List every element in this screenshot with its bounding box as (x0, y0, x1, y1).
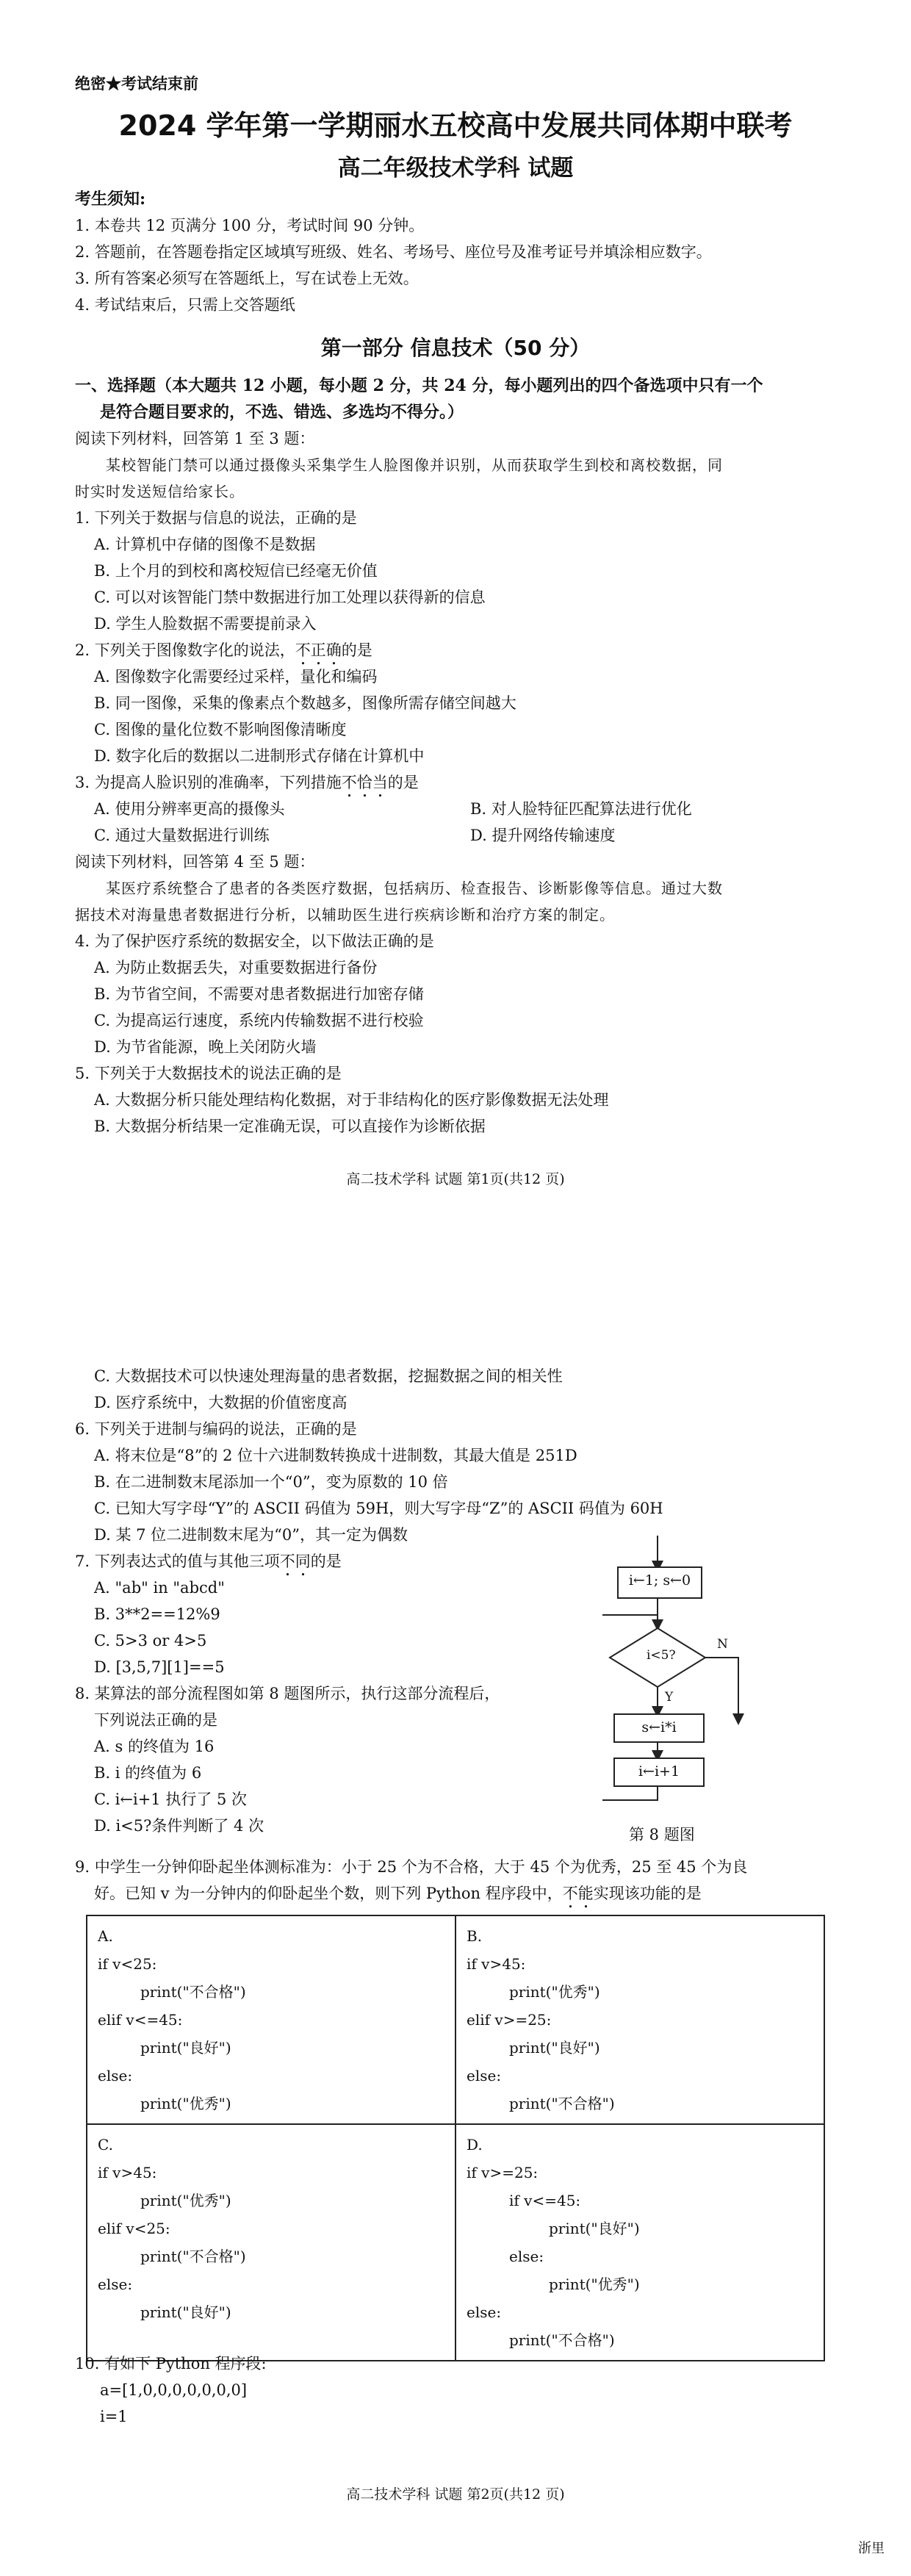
part-title: 第一部分 信息技术（50 分） (320, 336, 591, 360)
option-c: C. 已知大写字母“Y”的 ASCII 码值为 59H，则大写字母“Z”的 ASCII 码值为 60H (94, 1500, 663, 1517)
option-c: C. 5>3 or 4>5 (94, 1632, 207, 1649)
option-a: A. 图像数字化需要经过采样，量化和编码 (94, 668, 378, 686)
note-item: 1. 本卷共 12 页满分 100 分，考试时间 90 分钟。 (75, 217, 425, 234)
section-heading-cont: 是符合题目要求的，不选、错选、多选均不得分。） (100, 403, 464, 422)
exam-subtitle: 高二年级技术学科 试题 (337, 155, 574, 181)
option-d: D. 医疗系统中，大数据的价值密度高 (94, 1394, 348, 1411)
question-stem: 6. 下列关于进制与编码的说法，正确的是 (75, 1420, 357, 1438)
option-b: B. 上个月的到校和离校短信已经毫无价值 (94, 562, 378, 580)
option-b: B. 3**2==12%9 (94, 1605, 220, 1623)
question-stem: 3. 为提高人脸识别的准确率，下列措施不恰当的是 (75, 774, 419, 791)
option-d: D. 为节省能源，晚上关闭防火墙 (94, 1038, 317, 1056)
option-a: A. s 的终值为 16 (94, 1738, 215, 1755)
reading-text: 据技术对海量患者数据进行分析，以辅助医生进行疾病诊断和治疗方案的制定。 (75, 906, 615, 924)
option-a: A. 使用分辨率更高的摄像头 (94, 800, 285, 818)
section-heading: 一、选择题（本大题共 12 小题，每小题 2 分，共 24 分，每小题列出的四个备选项中只有一个 (75, 376, 763, 395)
option-b: B. 在二进制数末尾添加一个“0”，变为原数的 10 倍 (94, 1473, 448, 1491)
option-a: A. 计算机中存储的图像不是数据 (94, 536, 316, 553)
notes-heading: 考生须知: (75, 190, 146, 209)
question-stem: 4. 为了保护医疗系统的数据安全，以下做法正确的是 (75, 932, 434, 950)
option-b: B. 大数据分析结果一定准确无误，可以直接作为诊断依据 (94, 1118, 486, 1135)
note-item: 2. 答题前，在答题卷指定区域填写班级、姓名、考场号、座位号及准考证号并填涂相应数字。 (75, 243, 712, 261)
emphasis-text: 不正确 (295, 641, 342, 659)
option-b: B. i 的终值为 6 (94, 1764, 202, 1782)
option-d: D. [3,5,7][1]==5 (94, 1658, 225, 1676)
reading-intro: 阅读下列材料，回答第 1 至 3 题： (75, 430, 315, 447)
emphasis-text: 不同 (279, 1553, 311, 1570)
reading-text: 某校智能门禁可以通过摄像头采集学生人脸图像并识别，从而获取学生到校和离校数据，同 (106, 456, 723, 474)
note-item: 4. 考试结束后，只需上交答题纸 (75, 296, 295, 314)
option-c: C. 图像的量化位数不影响图像清晰度 (94, 721, 347, 738)
question-stem: 10. 有如下 Python 程序段: (75, 2355, 267, 2372)
option-c: C. 为提高运行速度，系统内传输数据不进行校验 (94, 1012, 424, 1029)
code-option-d: D. if v>=25: if v<=45: print("良好") else: print("优秀") else: print("不合格") (455, 2124, 824, 2361)
flow-init-box: i←1; s←0 (617, 1566, 702, 1599)
code-option-b: B. if v>45: print("优秀") elif v>=25: print("良好") else: print("不合格") (455, 1915, 824, 2124)
question-stem: 8. 某算法的部分流程图如第 8 题图所示，执行这部分流程后， (75, 1685, 500, 1702)
question-stem: 1. 下列关于数据与信息的说法，正确的是 (75, 509, 357, 527)
note-item: 3. 所有答案必须写在答题纸上，写在试卷上无效。 (75, 270, 419, 287)
question-stem: 7. 下列表达式的值与其他三项不同的是 (75, 1553, 342, 1570)
page-footer: 高二技术学科 试题 第2页(共12 页) (346, 2486, 565, 2503)
option-c: C. 可以对该智能门禁中数据进行加工处理以获得新的信息 (94, 589, 486, 606)
option-d: D. i<5?条件判断了 4 次 (94, 1817, 264, 1835)
option-a: A. 将末位是“8”的 2 位十六进制数转换成十进制数，其最大值是 251D (94, 1447, 577, 1464)
option-d: D. 某 7 位二进制数末尾为“0”，其一定为偶数 (94, 1526, 408, 1544)
option-b: B. 对人脸特征匹配算法进行优化 (470, 800, 692, 818)
option-d: D. 数字化后的数据以二进制形式存储在计算机中 (94, 747, 425, 765)
question-stem: 9. 中学生一分钟仰卧起坐体测标准为：小于 25 个为不合格，大于 45 个为优秀，25 至 45 个为良 (75, 1858, 748, 1876)
secret-label: 绝密★考试结束前 (75, 74, 198, 93)
question-stem-cont: 下列说法正确的是 (94, 1711, 217, 1729)
option-d: D. 学生人脸数据不需要提前录入 (94, 615, 317, 633)
option-c: C. 通过大量数据进行训练 (94, 827, 270, 844)
code-option-c: C. if v>45: print("优秀") elif v<25: print("不合格") else: print("良好") (87, 2124, 455, 2361)
question-stem: 2. 下列关于图像数字化的说法，不正确的是 (75, 641, 372, 659)
question-stem: 5. 下列关于大数据技术的说法正确的是 (75, 1065, 342, 1082)
option-c: C. i←i+1 执行了 5 次 (94, 1791, 248, 1808)
code-option-a: A. if v<25: print("不合格") elif v<=45: print("良好") else: print("优秀") (87, 1915, 455, 2124)
brand-mark: 浙里 (858, 2541, 885, 2556)
flow-no-label: N (717, 1637, 728, 1652)
option-b: B. 为节省空间，不需要对患者数据进行加密存储 (94, 985, 424, 1003)
flow-condition: i<5? (647, 1648, 676, 1663)
flow-yes-label: Y (665, 1690, 674, 1705)
flow-step-box: i←i+1 (613, 1757, 705, 1787)
emphasis-text: 不能 (562, 1885, 594, 1902)
exit-arrow (705, 1658, 738, 1719)
option-d: D. 提升网络传输速度 (470, 827, 616, 844)
code-line: i=1 (100, 2408, 128, 2425)
flow-step-box: s←i*i (613, 1713, 705, 1743)
reading-intro: 阅读下列材料，回答第 4 至 5 题： (75, 853, 315, 871)
code-options-table (86, 1915, 825, 2361)
option-c: C. 大数据技术可以快速处理海量的患者数据，挖掘数据之间的相关性 (94, 1367, 563, 1385)
emphasis-text: 不恰当 (341, 774, 388, 791)
page-footer: 高二技术学科 试题 第1页(共12 页) (346, 1171, 565, 1187)
code-line: a=[1,0,0,0,0,0,0,0] (100, 2381, 248, 2399)
option-b: B. 同一图像，采集的像素点个数越多，图像所需存储空间越大 (94, 694, 516, 712)
option-a: A. 大数据分析只能处理结构化数据，对于非结构化的医疗影像数据无法处理 (94, 1091, 609, 1109)
figure-caption: 第 8 题图 (629, 1826, 695, 1843)
reading-text: 某医疗系统整合了患者的各类医疗数据，包括病历、检查报告、诊断影像等信息。通过大数 (106, 879, 723, 897)
exam-title: 2024 学年第一学期丽水五校高中发展共同体期中联考 (118, 109, 793, 142)
reading-text: 时实时发送短信给家长。 (75, 483, 245, 500)
option-a: A. 为防止数据丢失，对重要数据进行备份 (94, 959, 378, 976)
question-stem-cont: 好。已知 v 为一分钟内的仰卧起坐个数，则下列 Python 程序段中，不能实现该功能的是 (94, 1885, 702, 1902)
option-a: A. "ab" in "abcd" (94, 1579, 225, 1597)
